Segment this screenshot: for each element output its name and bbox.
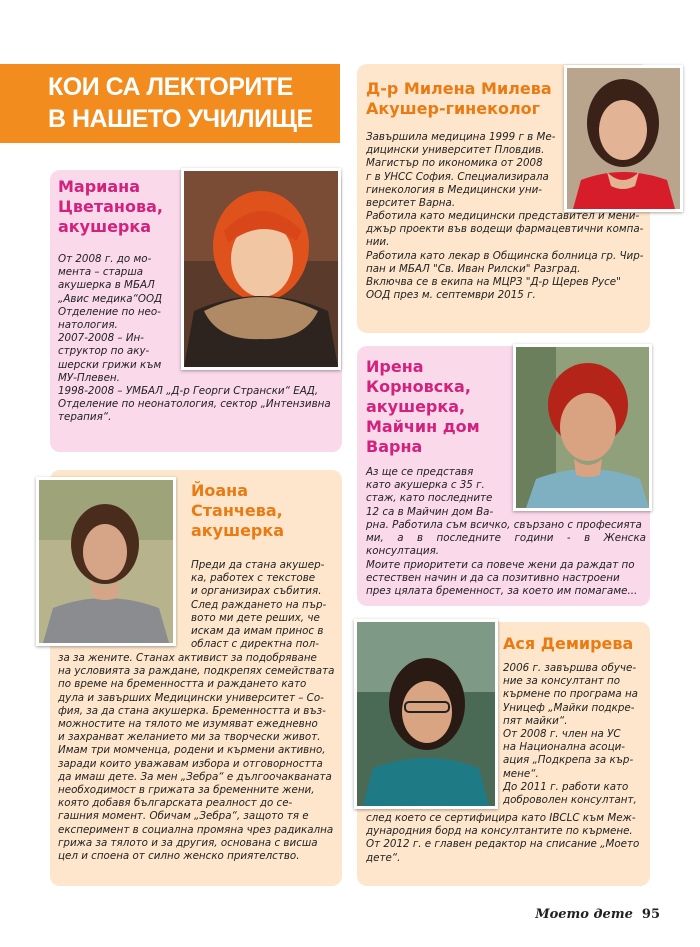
lecturer-bio-irena-cont: рна. Работила съм всичко, свързано с професията ми, а в последните години - в Женска консултация. Моите приоритети са повече жени да раждат по естествен начин и да са позитивно настроени през цялата бременност, за което им помагаме... (366, 519, 646, 598)
lecturer-bio-yoana: Преди да стана акушер- ка, работех с текстове и организирах събития. След раждането на пър- вото ми дете реших, че искам да имам принос в област с директна пол- (191, 559, 327, 651)
header-line-1: КОИ СА ЛЕКТОРИТЕ (48, 73, 293, 101)
lecturer-bio-mariana: От 2008 г. до мо- мента – старша акушерка в МБАЛ „Авис медика“ООД Отделение по нео- натология. 2007-2008 – Ин- структор по аку- шерски грижи към МУ-Плевен. (58, 253, 163, 384)
photo-irena (513, 344, 652, 511)
lecturer-bio-asya-cont: след което се сертифицира като IBCLC към Меж- дународния борд на консултантите по кърмене. От 2012 г. е главен редактор на списание „Моето дете“. (366, 812, 640, 864)
lecturer-bio-milena: Завършила медицина 1999 г в Ме- дицински университет Пловдив. Магистър по икономика от 2008 г в УНСС София. Специализирала гинекология в Медицински уни- верситет Варна. (366, 131, 556, 210)
photo-milena (564, 65, 683, 212)
lecturer-bio-irena: Аз ще се представя като акушерка с 35 г. стаж, като последните 12 са в Майчин дом Ва- (366, 466, 494, 518)
lecturer-name-asya: Ася Демирева (503, 634, 634, 653)
lecturer-name-mariana: Мариана Цветанова, акушерка (58, 177, 163, 236)
page-footer (535, 907, 660, 922)
lecturer-bio-mariana-cont: 1998-2008 – УМБАЛ „Д-р Георги Странски“ ЕАД, Отделение по неонатология, сектор „Интензивна терапия“. (58, 385, 331, 424)
lecturer-bio-milena-cont: Работила като медицински представител и мени- джър проекти във водещи фармацевтични компа- нии. Работила като лекар в Общинска болница гр. Чир- пан и МБАЛ "Св. Иван Рилски" Разград. Включва се в екипа на МЦРЗ "Д-р Щерев Русе" ООД през м. септември 2015 г. (366, 210, 644, 302)
photo-asya (354, 619, 498, 809)
lecturer-bio-asya: 2006 г. завършва обуче- ние за консултант по кърмене по програма на Уницеф „Майки подкре- пят майки“. От 2008 г. член на УС на Национална асоци- ация „Подкрепа за кър- мене“. До 2011 г. работи като доброволен консултант, (503, 662, 638, 807)
lecturer-name-irena: Ирена Корновска, акушерка, Майчин дом Варна (366, 357, 480, 456)
photo-yoana (36, 477, 176, 646)
magazine-name: Моето дете (535, 907, 633, 922)
lecturer-name-yoana: Йоана Станчева, акушерка (191, 481, 285, 540)
lecturer-name-milena: Д-р Милена Милева Акушер-гинеколог (366, 79, 552, 118)
section-header (0, 64, 340, 143)
header-line-2: В НАШЕТО УЧИЛИЩЕ (48, 105, 313, 133)
page-number: 95 (641, 907, 660, 922)
photo-mariana (181, 168, 341, 370)
lecturer-bio-yoana-cont: за за жените. Станах активист за подобряване на условията за раждане, подкрепях семействата по време на бременността и раждането като дула и завърших Медицински университет – Со- фия, за да стана акушерка. Бременността и въз- можностите на тялото ме изумяват ежедневно и захранват желанието ми за творчески живот. Имам три момченца, родени и кърмени активно, заради които уважавам избора и отговорността да имаш дете. За мен „Зебра“ е дългоочакваната необходимост в грижата за бременните жени, която добавя българската реалност до се- гашния момент. Обичам „Зебра“, защото тя е експеримент в социална промяна чрез радикална грижа за тялото и за другия, основана с висша цел и споена от силно женско приятелство. (58, 652, 335, 863)
